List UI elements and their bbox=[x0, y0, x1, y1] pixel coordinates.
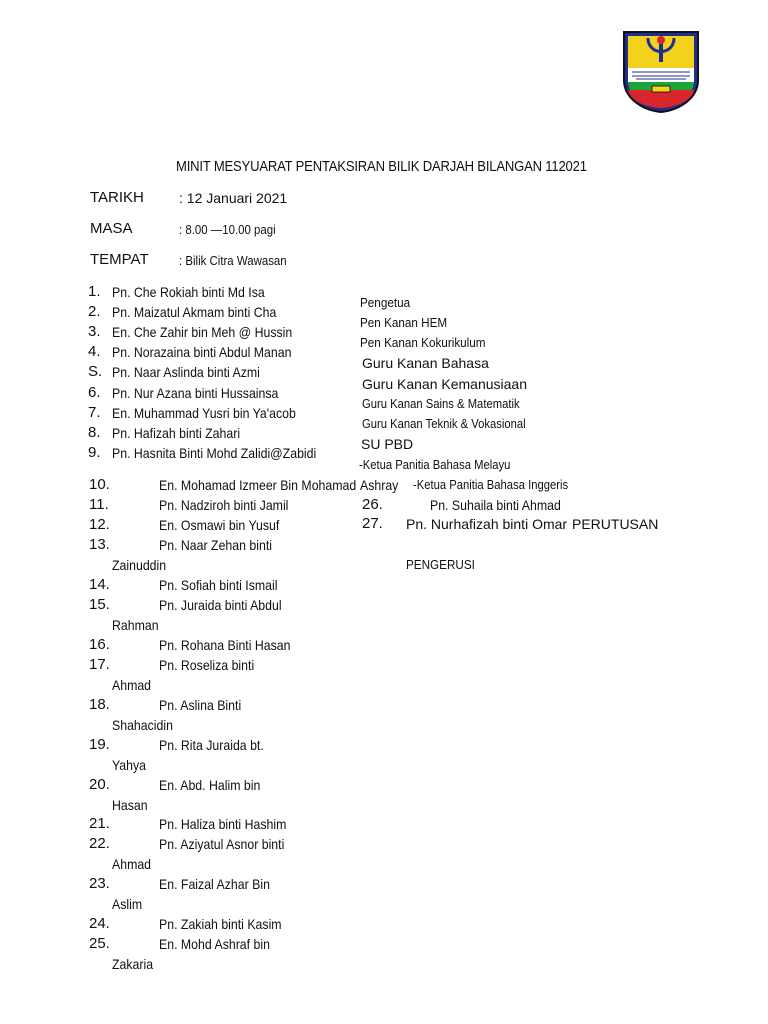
attendee-name: Pn. Suhaila binti Ahmad bbox=[430, 497, 561, 513]
attendee-name: Pn. Norazaina binti Abdul Manan bbox=[112, 344, 292, 360]
attendee-number: 6. bbox=[88, 384, 101, 401]
attendee-name-continued: Zainuddin bbox=[112, 557, 167, 573]
attendee-name: Pn. Naar Aslinda binti Azmi bbox=[112, 364, 260, 380]
attendee-name: Pn. Hafizah binti Zahari bbox=[112, 425, 241, 441]
attendee-name-continued: Ashray bbox=[360, 477, 399, 493]
attendee-number: 11. bbox=[89, 496, 109, 513]
attendee-number: 15. bbox=[89, 596, 110, 613]
attendee-number: 17. bbox=[89, 656, 110, 673]
attendee-name: En. Mohd Ashraf bin bbox=[159, 936, 270, 952]
role-perutusan: PERUTUSAN bbox=[572, 516, 659, 532]
role-item: Guru Kanan Sains & Matematik bbox=[362, 397, 520, 411]
attendee-number: 25. bbox=[89, 935, 110, 952]
attendee-name: En. Abd. Halim bin bbox=[159, 777, 261, 793]
attendee-name: Pn. Sofiah binti Ismail bbox=[159, 577, 278, 593]
attendee-number: S. bbox=[88, 363, 103, 380]
attendee-name: En. Faizal Azhar Bin bbox=[159, 876, 270, 892]
attendee-number: 7. bbox=[88, 404, 101, 421]
attendee-number: 27. bbox=[362, 515, 383, 532]
attendee-name: En. Osmawi bin Yusuf bbox=[159, 517, 280, 533]
attendee-number: 13. bbox=[89, 536, 110, 553]
attendee-number: 20. bbox=[89, 776, 110, 793]
role-pengerusi: PENGERUSI bbox=[406, 557, 475, 572]
time-label: MASA bbox=[90, 220, 133, 237]
attendee-number: 26. bbox=[362, 496, 383, 513]
attendee-name: Pn. Maizatul Akmam binti Cha bbox=[112, 304, 277, 320]
attendee-name: Pn. Nur Azana binti Hussainsa bbox=[112, 385, 279, 401]
attendee-name: Pn. Che Rokiah binti Md Isa bbox=[112, 284, 265, 300]
attendee-number: 18. bbox=[89, 696, 110, 713]
attendee-name: Pn. Haliza binti Hashim bbox=[159, 816, 287, 832]
attendee-name-continued: Hasan bbox=[112, 797, 148, 813]
time-value: : 8.00 —10.00 pagi bbox=[179, 222, 276, 237]
role-item: Guru Kanan Bahasa bbox=[362, 355, 489, 371]
attendee-name: Pn. Zakiah binti Kasim bbox=[159, 916, 282, 932]
attendee-name: Pn. Nadziroh binti Jamil bbox=[159, 497, 289, 513]
attendee-name-continued: Rahman bbox=[112, 617, 159, 633]
attendee-name: Pn. Hasnita Binti Mohd Zalidi@Zabidi bbox=[112, 445, 317, 461]
attendee-number: 4. bbox=[88, 343, 101, 360]
attendee-number: 19. bbox=[89, 736, 110, 753]
attendee-number: 24. bbox=[89, 915, 110, 932]
attendee-number: 16. bbox=[89, 636, 110, 653]
role-item: Pengetua bbox=[360, 295, 411, 310]
attendee-name-continued: Zakaria bbox=[112, 956, 154, 972]
document-title: MINIT MESYUARAT PENTAKSIRAN BILIK DARJAH BILANGAN 112021 bbox=[176, 159, 587, 175]
role-item: Pen Kanan HEM bbox=[360, 315, 448, 330]
attendee-number: 12. bbox=[89, 516, 110, 533]
date-value: : 12 Januari 2021 bbox=[179, 190, 288, 206]
attendee-name-continued: Shahacidin bbox=[112, 717, 173, 733]
attendee-number: 22. bbox=[89, 835, 110, 852]
place-label: TEMPAT bbox=[90, 251, 149, 268]
attendee-name: Pn. Rita Juraida bt. bbox=[159, 737, 264, 753]
role-item: -Ketua Panitia Bahasa Inggeris bbox=[413, 478, 569, 492]
school-crest-logo bbox=[618, 28, 704, 114]
date-label: TARIKH bbox=[90, 189, 144, 206]
role-item: -Ketua Panitia Bahasa Melayu bbox=[359, 458, 511, 472]
attendee-number: 3. bbox=[88, 323, 101, 340]
attendee-name: En. Muhammad Yusri bin Ya'acob bbox=[112, 405, 296, 421]
attendee-name: Pn. Naar Zehan binti bbox=[159, 537, 272, 553]
attendee-number: 23. bbox=[89, 875, 110, 892]
attendee-name: Pn. Aziyatul Asnor binti bbox=[159, 836, 285, 852]
attendee-number: 21. bbox=[89, 815, 110, 832]
attendee-name: En. Mohamad Izmeer Bin Mohamad bbox=[159, 477, 357, 493]
attendee-number: 14. bbox=[89, 576, 110, 593]
attendee-name: Pn. Juraida binti Abdul bbox=[159, 597, 282, 613]
attendee-name: En. Che Zahir bin Meh @ Hussin bbox=[112, 324, 293, 340]
attendee-name-continued: Aslim bbox=[112, 896, 143, 912]
attendee-number: 9. bbox=[88, 444, 101, 461]
attendee-name: Pn. Roseliza binti bbox=[159, 657, 255, 673]
attendee-name: Pn. Rohana Binti Hasan bbox=[159, 637, 291, 653]
role-item: Pen Kanan Kokurikulum bbox=[360, 335, 486, 350]
role-item: Guru Kanan Kemanusiaan bbox=[362, 376, 527, 392]
attendee-name-continued: Ahmad bbox=[112, 677, 152, 693]
role-item: SU PBD bbox=[361, 436, 414, 452]
attendee-name: Pn. Aslina Binti bbox=[159, 697, 242, 713]
attendee-number: 2. bbox=[88, 303, 101, 320]
role-item: Guru Kanan Teknik & Vokasional bbox=[362, 417, 526, 431]
attendee-name: Pn. Nurhafizah binti Omar bbox=[406, 516, 568, 532]
attendee-name-continued: Ahmad bbox=[112, 856, 152, 872]
attendee-number: 1. bbox=[88, 283, 101, 300]
attendee-name-continued: Yahya bbox=[112, 757, 147, 773]
attendee-number: 10. bbox=[89, 476, 110, 493]
place-value: : Bilik Citra Wawasan bbox=[179, 253, 287, 268]
attendee-number: 8. bbox=[88, 424, 101, 441]
